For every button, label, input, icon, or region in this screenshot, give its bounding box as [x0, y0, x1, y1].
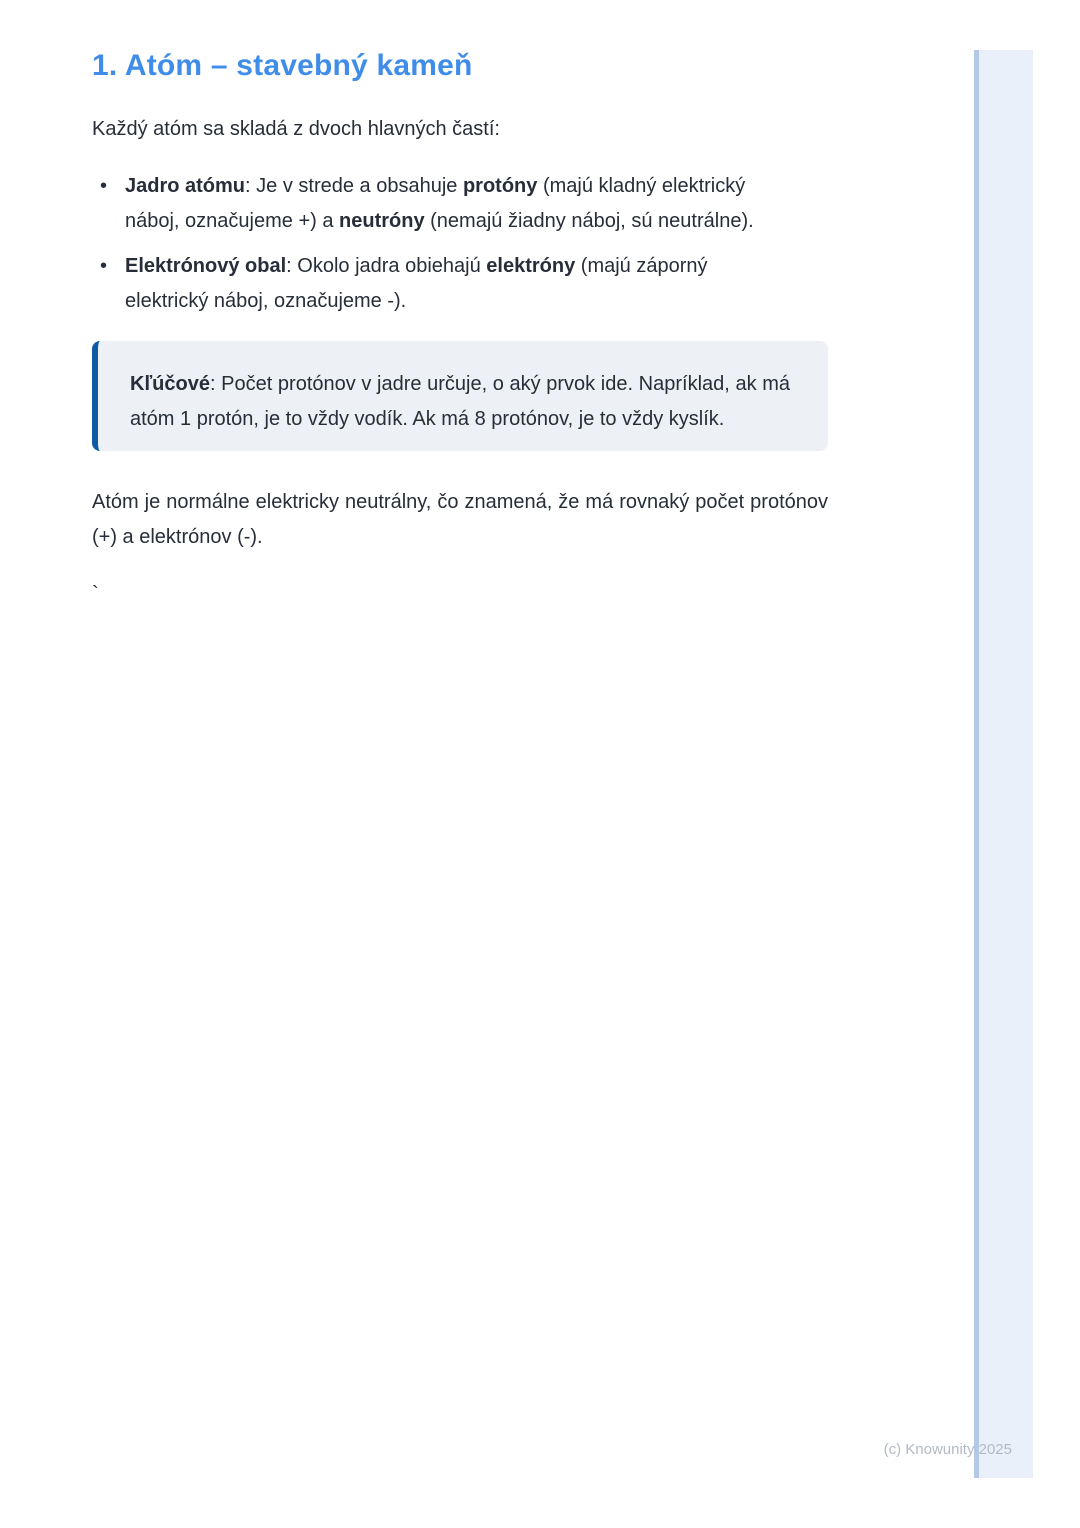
list-item-electron-shell: [92, 249, 782, 319]
page-content: [92, 0, 828, 612]
bullet-text: (nemajú žiadny náboj, sú neutrálne).: [424, 210, 754, 232]
bullet-list: [92, 169, 782, 319]
key-callout: [92, 341, 828, 451]
copyright-footer: (c) Knowunity 2025: [883, 1441, 1012, 1458]
bullet-icon: •: [100, 255, 108, 277]
bullet-term: protóny: [462, 175, 538, 197]
bullet-icon: •: [100, 175, 108, 197]
section-heading: 1. Atóm – stavebný kameň: [92, 49, 473, 82]
stray-backtick: `: [92, 583, 99, 605]
intro-paragraph: Každý atóm sa skladá z dvoch hlavných častí:: [92, 118, 500, 140]
callout-text: : Počet protónov v jadre určuje, o aký prvok ide. Napríklad, ak má atóm 1 protón, je to vždy vodík. Ak má 8 protónov, je to vždy kyslík.: [130, 373, 790, 430]
list-item-nucleus: [92, 169, 782, 239]
bullet-term: neutróny: [339, 210, 425, 232]
summary-paragraph: Atóm je normálne elektricky neutrálny, čo znamená, že má rovnaký počet protónov (+) a elektrónov (-).: [92, 491, 828, 548]
callout-paragraph: [130, 367, 790, 437]
bullet-term: Elektrónový obal: [125, 255, 287, 277]
callout-label: Kľúčové: [130, 373, 210, 395]
right-margin-stripe: [974, 50, 1033, 1478]
bullet-term: elektróny: [486, 255, 576, 277]
bullet-text: : Okolo jadra obiehajú: [286, 255, 487, 277]
bullet-text: : Je v strede a obsahuje: [245, 175, 463, 197]
bullet-text: (majú záporný elektrický náboj, označujeme -).: [125, 255, 708, 312]
bullet-text: (majú kladný elektrický náboj, označujeme +) a: [125, 175, 746, 232]
bullet-term: Jadro atómu: [125, 175, 246, 197]
